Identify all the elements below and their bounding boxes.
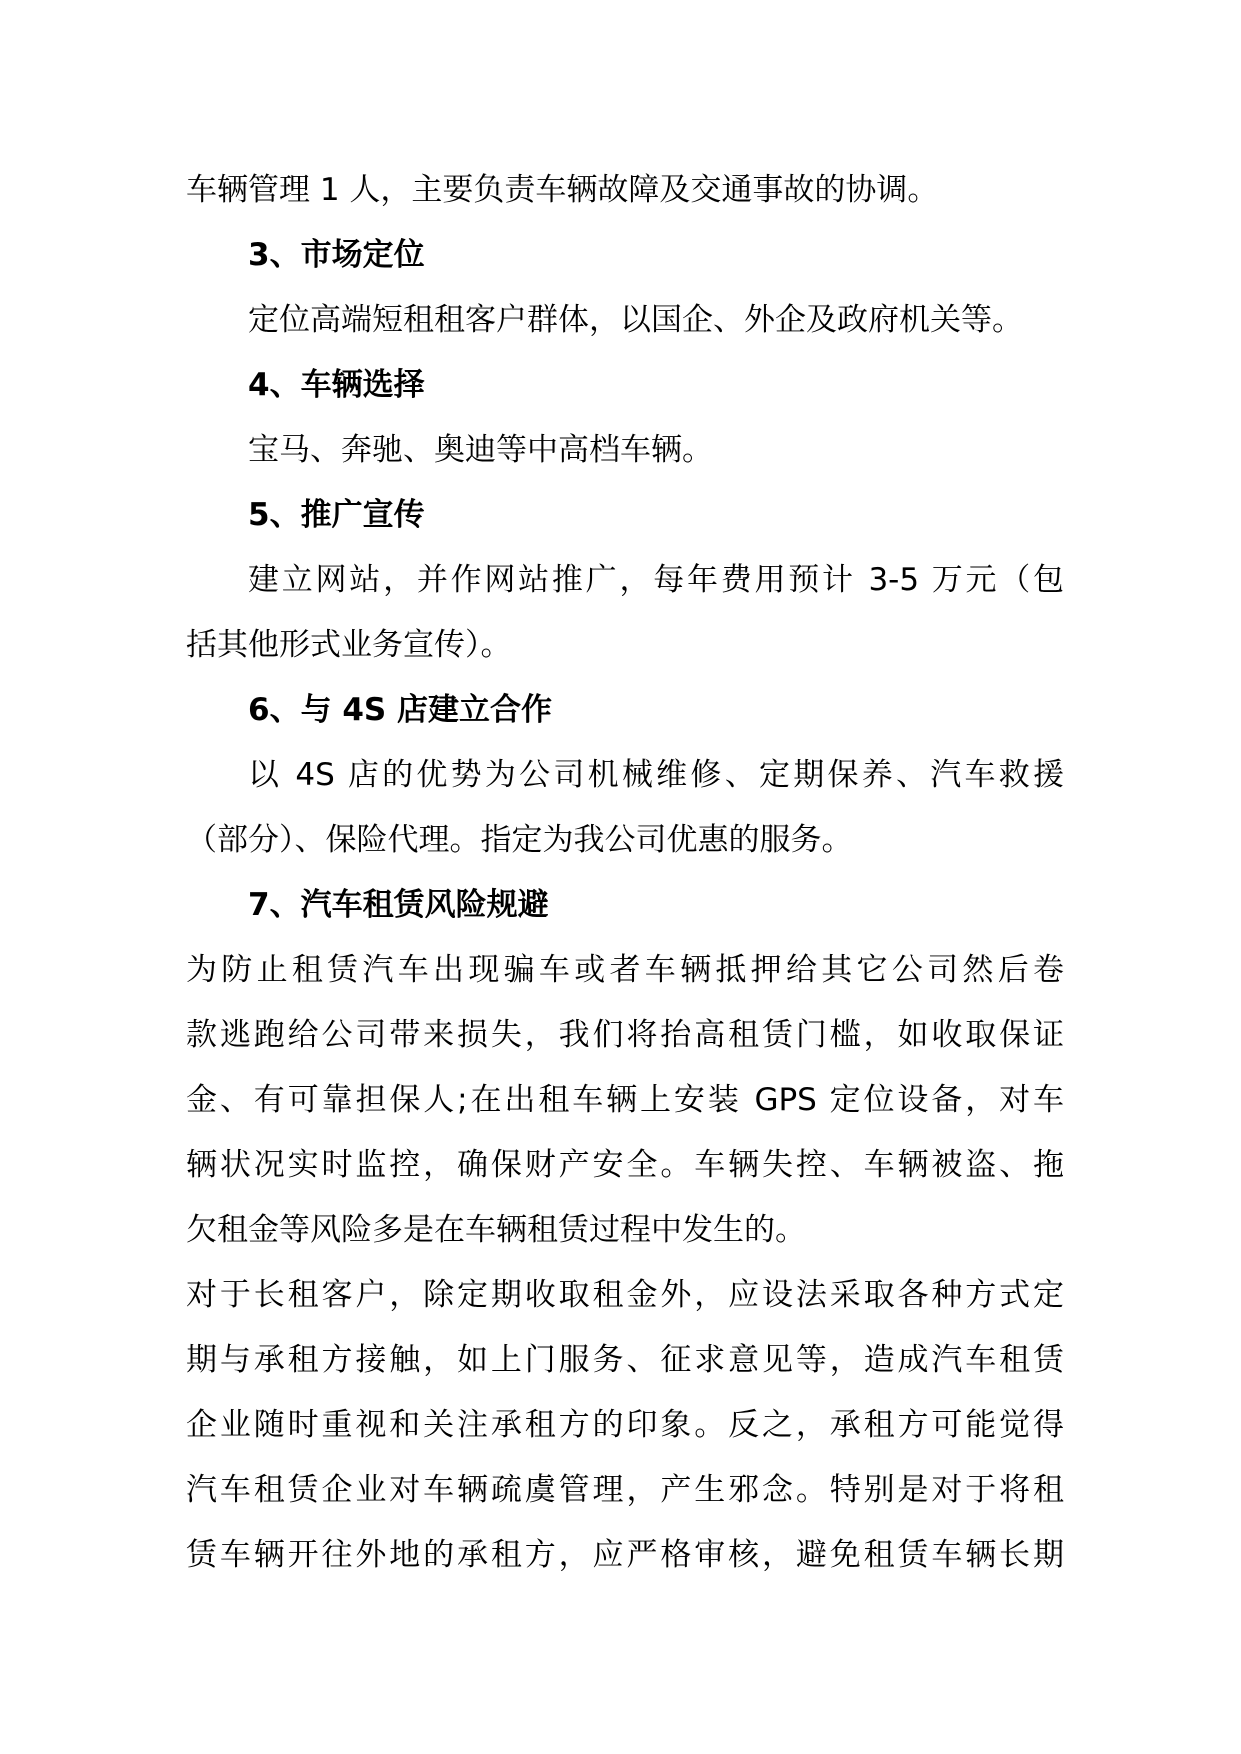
text-line: （部分）、保险代理。指定为我公司优惠的服务。 (186, 822, 853, 858)
text-line: 以 4S 店的优势为公司机械维修、定期保养、汽车救援 (248, 757, 1064, 793)
text-line: 括其他形式业务宣传）。 (186, 627, 512, 663)
section-heading: 5、推广宣传 (248, 497, 425, 533)
text-line: 车辆管理 1 人，主要负责车辆故障及交通事故的协调。 (186, 172, 939, 208)
text-line: 汽车租赁企业对车辆疏虞管理，产生邪念。特别是对于将租 (186, 1472, 1064, 1508)
text-line: 定位高端短租租客户群体，以国企、外企及政府机关等。 (248, 302, 1023, 338)
text-line: 款逃跑给公司带来损失，我们将抬高租赁门槛，如收取保证 (186, 1017, 1064, 1053)
text-line: 辆状况实时监控，确保财产安全。车辆失控、车辆被盗、拖 (186, 1147, 1064, 1183)
text-line: 赁车辆开往外地的承租方，应严格审核，避免租赁车辆长期 (186, 1537, 1064, 1573)
section-heading: 4、车辆选择 (248, 367, 425, 403)
text-line: 建立网站，并作网站推广，每年费用预计 3-5 万元（包 (248, 562, 1064, 598)
text-line: 期与承租方接触，如上门服务、征求意见等，造成汽车租赁 (186, 1342, 1064, 1378)
text-line: 为防止租赁汽车出现骗车或者车辆抵押给其它公司然后卷 (186, 952, 1064, 988)
text-line: 对于长租客户，除定期收取租金外，应设法采取各种方式定 (186, 1277, 1064, 1313)
document-body (186, 158, 1064, 1588)
section-heading: 3、市场定位 (248, 237, 425, 273)
text-line: 企业随时重视和关注承租方的印象。反之，承租方可能觉得 (186, 1407, 1064, 1443)
text-line: 欠租金等风险多是在车辆租赁过程中发生的。 (186, 1212, 806, 1248)
text-line: 宝马、奔驰、奥迪等中高档车辆。 (248, 432, 713, 468)
text-line: 金、有可靠担保人;在出租车辆上安装 GPS 定位设备，对车 (186, 1082, 1064, 1118)
section-heading: 6、与 4S 店建立合作 (248, 692, 553, 728)
section-heading: 7、汽车租赁风险规避 (248, 887, 549, 923)
